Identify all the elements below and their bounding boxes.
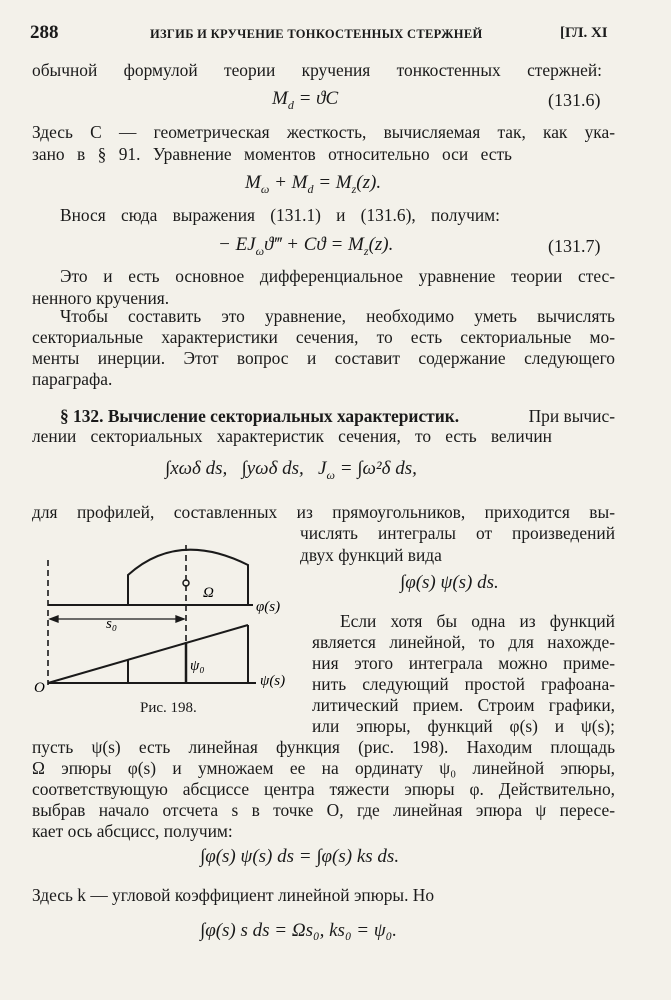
chapter-label: [ГЛ. XI [560,25,608,41]
label-s0: s₀ [106,616,118,632]
text-line: двух функций вида [300,545,442,565]
text-line: является линейной, то для нахожде- [312,632,615,652]
text-line: кает ось абсцисс, получим: [32,821,233,841]
text-line: Внося сюда выражения (131.1) и (131.6), получим: [60,205,500,225]
equation-product: ∫φ(s) ψ(s) ds. [400,572,499,593]
text-line: пусть ψ(s) есть линейная функция (рис. 198). Находим площадь [32,737,615,757]
label-psi0: ψ₀ [190,658,205,674]
label-origin: O [34,680,45,696]
running-title: ИЗГИБ И КРУЧЕНИЕ ТОНКОСТЕННЫХ СТЕРЖНЕЙ [150,27,483,41]
text-line: для профилей, составленных из прямоугольников, приходится вы- [32,502,615,522]
equation-result: ∫φ(s) ψ(s) ds = ∫φ(s) ks ds. [200,846,400,867]
text-line: или эпюры, функций φ(s) и ψ(s); [312,716,615,736]
text-line: ненного кручения. [32,288,170,308]
text-line: Если хотя бы одна из функций [340,611,615,631]
text-line: параграфа. [32,369,113,389]
section-title-continuation: При вычис- [528,406,615,426]
psi-line [48,625,248,683]
equation-moments: $M_\omega + M_d = M_z(z)$. [245,172,382,196]
text-line: Это и есть основное дифференциальное уравнение теории стес- [60,266,615,286]
text-line: менты инерции. Этот вопрос и составит содержание следующего [32,348,615,368]
figure-caption: Рис. 198. [140,700,197,716]
text-line: нить следующий простой графоана- [312,674,615,694]
equation-integrals: ∫xωδ ds, ∫yωδ ds, $J_\omega = \int\omega^2\delta$ ds, [165,458,417,482]
text-line: лении секториальных характеристик сечения, то есть величин [32,426,552,446]
s0-arrow-left [50,616,58,622]
phi-diagram [128,550,248,605]
equation-131-7: − $EJ_\omega ϑ‴ + Cϑ = M_z(z)$. [218,234,394,258]
label-phi: φ(s) [256,599,281,615]
text-line: числять интегралы от произведений [300,523,615,543]
text-line: Здесь k — угловой коэффициент линейной эпюры. Но [32,885,435,905]
text-line: секториальные характеристики сечения, то есть секториальные мо- [32,327,615,347]
equation-number: (131.7) [548,236,601,256]
page-number: 288 [30,22,59,43]
equation-number: (131.6) [548,90,601,110]
figure-198 [28,535,298,705]
equation-final: ∫φ(s) s ds = Ωs₀, ks₀ = ψ₀. [200,920,398,941]
text-line: обычной формулой теории кручения тонкостенных стержней: [32,60,602,80]
text-line: Чтобы составить это уравнение, необходимо уметь вычислять [60,306,615,326]
text-line: Здесь C — геометрическая жесткость, вычисляемая так, как ука- [32,122,615,142]
text-line: ния этого интеграла можно приме- [312,653,615,673]
text-line: Ω эпюры φ(s) и умножаем ее на ординату ψ₀ линейной эпюры, [32,758,615,778]
section-title: § 132. Вычисление секториальных характеристик. [60,406,460,426]
text-line: соответствующую абсциссе центра тяжести эпюры φ. Действительно, [32,779,615,799]
text-line: зано в § 91. Уравнение моментов относительно оси есть [32,144,512,164]
equation-131-6: $M_d = ϑC$ [272,88,339,112]
s0-arrow-right [176,616,184,622]
section-heading-line [60,405,615,427]
label-psi: ψ(s) [260,673,286,689]
text-line: литический прием. Строим графики, [312,695,615,715]
text-line: выбрав начало отсчета s в точке O, где линейная эпюра ψ пересе- [32,800,615,820]
label-omega: Ω [203,585,214,601]
